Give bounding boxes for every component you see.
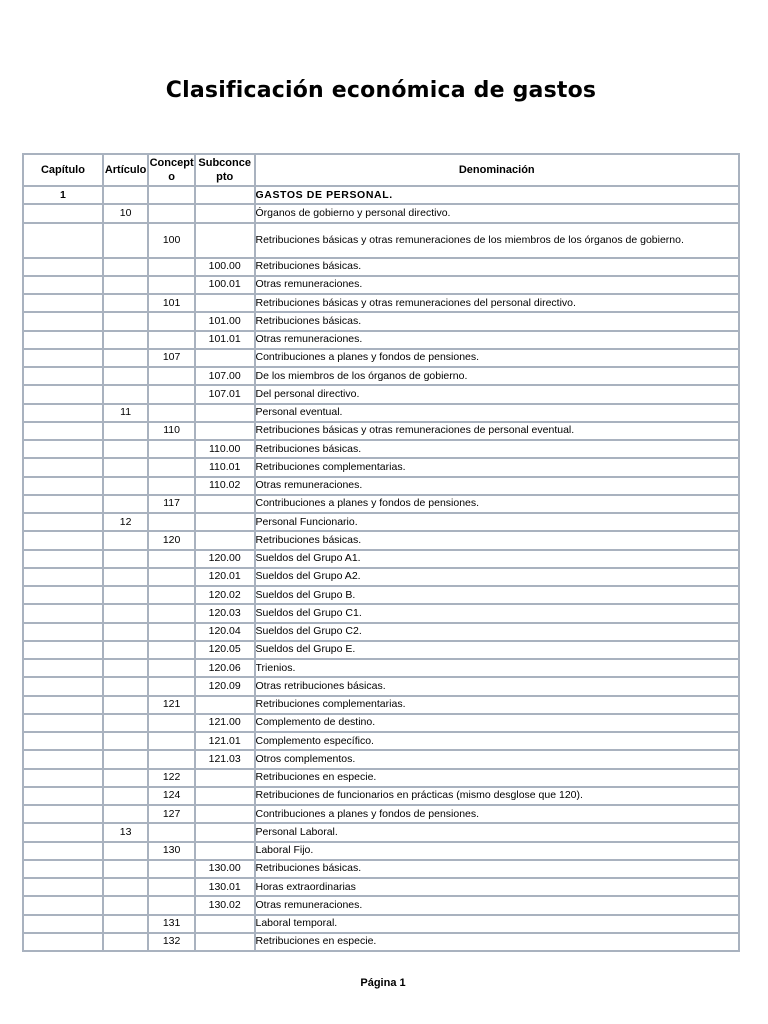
cell-capitulo <box>24 532 102 548</box>
cell-articulo <box>104 569 147 585</box>
table-row <box>24 697 738 713</box>
cell-capitulo <box>24 332 102 348</box>
cell-denominacion: Retribuciones complementarias. <box>256 697 739 713</box>
cell-denominacion: Otras remuneraciones. <box>256 277 739 293</box>
cell-articulo: 13 <box>104 824 147 840</box>
cell-subconcepto: 120.02 <box>196 587 254 603</box>
cell-capitulo <box>24 405 102 421</box>
cell-concepto <box>149 678 194 694</box>
cell-articulo <box>104 770 147 786</box>
cell-capitulo <box>24 660 102 676</box>
cell-articulo <box>104 259 147 275</box>
cell-concepto <box>149 861 194 877</box>
cell-subconcepto <box>196 405 254 421</box>
cell-capitulo <box>24 934 102 950</box>
cell-articulo <box>104 551 147 567</box>
cell-articulo <box>104 916 147 932</box>
cell-subconcepto: 101.00 <box>196 313 254 329</box>
cell-denominacion: Otras remuneraciones. <box>256 332 739 348</box>
table-row <box>24 605 738 621</box>
cell-concepto: 130 <box>149 843 194 859</box>
header-articulo: Artículo <box>104 155 147 185</box>
cell-concepto <box>149 368 194 384</box>
cell-denominacion: Sueldos del Grupo C2. <box>256 624 739 640</box>
cell-capitulo <box>24 916 102 932</box>
cell-articulo <box>104 478 147 494</box>
cell-capitulo <box>24 514 102 530</box>
cell-concepto: 127 <box>149 806 194 822</box>
page-title: Clasificación económica de gastos <box>165 78 597 103</box>
cell-capitulo <box>24 879 102 895</box>
cell-articulo <box>104 843 147 859</box>
cell-concepto: 117 <box>149 496 194 512</box>
cell-subconcepto: 107.01 <box>196 386 254 402</box>
table-row <box>24 332 738 348</box>
cell-concepto: 101 <box>149 295 194 311</box>
cell-subconcepto <box>196 514 254 530</box>
cell-capitulo <box>24 496 102 512</box>
cell-articulo <box>104 861 147 877</box>
cell-articulo <box>104 642 147 658</box>
table-row <box>24 496 738 512</box>
table-row <box>24 295 738 311</box>
cell-articulo <box>104 715 147 731</box>
cell-capitulo <box>24 715 102 731</box>
cell-capitulo <box>24 824 102 840</box>
cell-subconcepto <box>196 295 254 311</box>
cell-articulo <box>104 624 147 640</box>
cell-subconcepto <box>196 224 254 257</box>
cell-subconcepto: 120.06 <box>196 660 254 676</box>
table-row <box>24 843 738 859</box>
cell-subconcepto <box>196 916 254 932</box>
cell-capitulo <box>24 624 102 640</box>
cell-denominacion: Complemento específico. <box>256 733 739 749</box>
cell-denominacion: Retribuciones básicas. <box>256 861 739 877</box>
cell-concepto: 110 <box>149 423 194 439</box>
cell-subconcepto: 120.04 <box>196 624 254 640</box>
cell-articulo <box>104 532 147 548</box>
cell-articulo <box>104 806 147 822</box>
cell-concepto <box>149 733 194 749</box>
cell-denominacion: Contribuciones a planes y fondos de pensiones. <box>256 350 739 366</box>
cell-concepto: 121 <box>149 697 194 713</box>
cell-denominacion: Retribuciones básicas. <box>256 259 739 275</box>
cell-denominacion: Sueldos del Grupo A1. <box>256 551 739 567</box>
table-row <box>24 660 738 676</box>
cell-capitulo <box>24 386 102 402</box>
cell-subconcepto <box>196 934 254 950</box>
cell-subconcepto <box>196 350 254 366</box>
cell-denominacion: Retribuciones básicas. <box>256 441 739 457</box>
cell-denominacion: Sueldos del Grupo A2. <box>256 569 739 585</box>
cell-concepto: 132 <box>149 934 194 950</box>
cell-concepto <box>149 441 194 457</box>
cell-capitulo <box>24 350 102 366</box>
cell-subconcepto <box>196 843 254 859</box>
table-row <box>24 205 738 221</box>
classification-table <box>22 153 740 952</box>
table-row <box>24 514 738 530</box>
cell-subconcepto: 130.02 <box>196 897 254 913</box>
table-row <box>24 861 738 877</box>
cell-subconcepto: 120.03 <box>196 605 254 621</box>
cell-denominacion: Laboral temporal. <box>256 916 739 932</box>
cell-subconcepto: 101.01 <box>196 332 254 348</box>
cell-articulo <box>104 605 147 621</box>
cell-articulo <box>104 187 147 203</box>
table-row <box>24 678 738 694</box>
cell-capitulo <box>24 861 102 877</box>
table-row <box>24 642 738 658</box>
cell-capitulo: 1 <box>24 187 102 203</box>
table-row <box>24 313 738 329</box>
table-row <box>24 551 738 567</box>
table-row <box>24 259 738 275</box>
cell-concepto <box>149 660 194 676</box>
cell-capitulo <box>24 423 102 439</box>
cell-denominacion: Retribuciones básicas y otras remuneraciones de personal eventual. <box>256 423 739 439</box>
table-row <box>24 715 738 731</box>
cell-denominacion: Otras remuneraciones. <box>256 897 739 913</box>
cell-concepto <box>149 551 194 567</box>
cell-concepto <box>149 642 194 658</box>
cell-capitulo <box>24 733 102 749</box>
cell-denominacion: Horas extraordinarias <box>256 879 739 895</box>
cell-subconcepto: 121.01 <box>196 733 254 749</box>
cell-denominacion: Otros complementos. <box>256 751 739 767</box>
cell-articulo <box>104 496 147 512</box>
cell-denominacion: Retribuciones básicas y otras remuneraciones del personal directivo. <box>256 295 739 311</box>
cell-subconcepto: 130.01 <box>196 879 254 895</box>
cell-concepto <box>149 386 194 402</box>
cell-concepto <box>149 624 194 640</box>
cell-subconcepto <box>196 496 254 512</box>
cell-capitulo <box>24 259 102 275</box>
cell-denominacion: Contribuciones a planes y fondos de pensiones. <box>256 496 739 512</box>
cell-concepto <box>149 332 194 348</box>
table-row <box>24 224 738 257</box>
cell-denominacion: Personal Funcionario. <box>256 514 739 530</box>
cell-concepto <box>149 897 194 913</box>
cell-subconcepto: 120.09 <box>196 678 254 694</box>
table-row <box>24 879 738 895</box>
cell-denominacion: Sueldos del Grupo B. <box>256 587 739 603</box>
table-row <box>24 368 738 384</box>
cell-articulo: 11 <box>104 405 147 421</box>
page-footer: Página 1 <box>360 977 406 989</box>
table-row <box>24 277 738 293</box>
cell-subconcepto: 130.00 <box>196 861 254 877</box>
cell-concepto <box>149 569 194 585</box>
cell-concepto <box>149 715 194 731</box>
cell-denominacion: Retribuciones básicas. <box>256 313 739 329</box>
cell-subconcepto: 120.01 <box>196 569 254 585</box>
cell-subconcepto <box>196 697 254 713</box>
header-denominacion: Denominación <box>256 155 739 185</box>
cell-capitulo <box>24 697 102 713</box>
table-row <box>24 459 738 475</box>
cell-subconcepto: 110.00 <box>196 441 254 457</box>
table-row <box>24 624 738 640</box>
cell-articulo <box>104 386 147 402</box>
header-concepto: Concepto <box>149 157 194 183</box>
table-row <box>24 897 738 913</box>
cell-subconcepto: 121.00 <box>196 715 254 731</box>
table-row <box>24 569 738 585</box>
cell-subconcepto <box>196 788 254 804</box>
cell-capitulo <box>24 605 102 621</box>
cell-articulo <box>104 277 147 293</box>
header-subconcepto: Subconcepto <box>196 155 254 185</box>
cell-articulo <box>104 733 147 749</box>
cell-subconcepto: 110.01 <box>196 459 254 475</box>
table-body <box>24 187 738 950</box>
table-row <box>24 806 738 822</box>
cell-concepto <box>149 514 194 530</box>
cell-capitulo <box>24 587 102 603</box>
cell-concepto <box>149 478 194 494</box>
cell-concepto: 131 <box>149 916 194 932</box>
cell-concepto: 124 <box>149 788 194 804</box>
cell-capitulo <box>24 313 102 329</box>
cell-concepto <box>149 259 194 275</box>
table-row <box>24 934 738 950</box>
cell-concepto <box>149 587 194 603</box>
cell-concepto <box>149 751 194 767</box>
cell-capitulo <box>24 569 102 585</box>
cell-articulo <box>104 660 147 676</box>
table-row <box>24 788 738 804</box>
cell-articulo <box>104 697 147 713</box>
cell-capitulo <box>24 368 102 384</box>
table-row <box>24 405 738 421</box>
cell-capitulo <box>24 806 102 822</box>
cell-subconcepto <box>196 770 254 786</box>
cell-denominacion: Trienios. <box>256 660 739 676</box>
cell-capitulo <box>24 478 102 494</box>
cell-denominacion: Retribuciones básicas. <box>256 532 739 548</box>
cell-subconcepto: 100.01 <box>196 277 254 293</box>
table-row <box>24 187 738 203</box>
cell-articulo <box>104 678 147 694</box>
cell-concepto <box>149 824 194 840</box>
cell-denominacion: Contribuciones a planes y fondos de pensiones. <box>256 806 739 822</box>
cell-capitulo <box>24 642 102 658</box>
cell-denominacion: Otras remuneraciones. <box>256 478 739 494</box>
cell-articulo <box>104 313 147 329</box>
cell-concepto <box>149 459 194 475</box>
cell-subconcepto: 121.03 <box>196 751 254 767</box>
cell-concepto <box>149 313 194 329</box>
cell-capitulo <box>24 788 102 804</box>
cell-denominacion: Del personal directivo. <box>256 386 739 402</box>
cell-denominacion: GASTOS DE PERSONAL. <box>256 187 739 203</box>
cell-subconcepto <box>196 423 254 439</box>
header-capitulo: Capítulo <box>24 155 102 185</box>
table-row <box>24 770 738 786</box>
cell-denominacion: Retribuciones en especie. <box>256 934 739 950</box>
cell-capitulo <box>24 277 102 293</box>
table-row <box>24 386 738 402</box>
cell-articulo <box>104 295 147 311</box>
cell-subconcepto <box>196 824 254 840</box>
cell-articulo: 10 <box>104 205 147 221</box>
cell-denominacion: Complemento de destino. <box>256 715 739 731</box>
table-row <box>24 478 738 494</box>
cell-concepto <box>149 187 194 203</box>
table-row <box>24 587 738 603</box>
cell-capitulo <box>24 441 102 457</box>
cell-capitulo <box>24 224 102 257</box>
cell-concepto: 100 <box>149 224 194 257</box>
cell-denominacion: Otras retribuciones básicas. <box>256 678 739 694</box>
cell-subconcepto <box>196 187 254 203</box>
cell-denominacion: Laboral Fijo. <box>256 843 739 859</box>
cell-articulo <box>104 587 147 603</box>
cell-capitulo <box>24 843 102 859</box>
cell-articulo: 12 <box>104 514 147 530</box>
cell-articulo <box>104 751 147 767</box>
cell-concepto <box>149 879 194 895</box>
cell-articulo <box>104 459 147 475</box>
cell-denominacion: Retribuciones complementarias. <box>256 459 739 475</box>
cell-articulo <box>104 897 147 913</box>
cell-concepto <box>149 277 194 293</box>
cell-concepto <box>149 205 194 221</box>
cell-denominacion: Retribuciones en especie. <box>256 770 739 786</box>
cell-subconcepto: 120.05 <box>196 642 254 658</box>
cell-articulo <box>104 788 147 804</box>
cell-articulo <box>104 368 147 384</box>
cell-capitulo <box>24 205 102 221</box>
cell-subconcepto <box>196 205 254 221</box>
cell-subconcepto <box>196 806 254 822</box>
header-row <box>24 155 738 185</box>
cell-denominacion: De los miembros de los órganos de gobierno. <box>256 368 739 384</box>
cell-articulo <box>104 350 147 366</box>
cell-capitulo <box>24 897 102 913</box>
table-row <box>24 532 738 548</box>
table-row <box>24 733 738 749</box>
cell-capitulo <box>24 678 102 694</box>
cell-capitulo <box>24 751 102 767</box>
cell-articulo <box>104 934 147 950</box>
cell-denominacion: Sueldos del Grupo C1. <box>256 605 739 621</box>
cell-concepto <box>149 605 194 621</box>
cell-articulo <box>104 332 147 348</box>
cell-capitulo <box>24 295 102 311</box>
cell-capitulo <box>24 770 102 786</box>
cell-subconcepto: 107.00 <box>196 368 254 384</box>
cell-concepto: 122 <box>149 770 194 786</box>
table-row <box>24 824 738 840</box>
cell-capitulo <box>24 459 102 475</box>
table-row <box>24 350 738 366</box>
table-row <box>24 423 738 439</box>
cell-articulo <box>104 224 147 257</box>
cell-articulo <box>104 441 147 457</box>
cell-articulo <box>104 423 147 439</box>
cell-subconcepto: 100.00 <box>196 259 254 275</box>
cell-subconcepto <box>196 532 254 548</box>
table-row <box>24 916 738 932</box>
cell-denominacion: Órganos de gobierno y personal directivo. <box>256 205 739 221</box>
cell-denominacion: Retribuciones de funcionarios en prácticas (mismo desglose que 120). <box>256 788 739 804</box>
cell-articulo <box>104 879 147 895</box>
cell-denominacion: Personal eventual. <box>256 405 739 421</box>
cell-denominacion: Sueldos del Grupo E. <box>256 642 739 658</box>
cell-denominacion: Personal Laboral. <box>256 824 739 840</box>
cell-subconcepto: 110.02 <box>196 478 254 494</box>
table-row <box>24 751 738 767</box>
cell-concepto: 107 <box>149 350 194 366</box>
cell-denominacion: Retribuciones básicas y otras remuneraciones de los miembros de los órganos de gobierno. <box>256 224 739 257</box>
cell-subconcepto: 120.00 <box>196 551 254 567</box>
table-row <box>24 441 738 457</box>
cell-concepto: 120 <box>149 532 194 548</box>
cell-capitulo <box>24 551 102 567</box>
cell-concepto <box>149 405 194 421</box>
